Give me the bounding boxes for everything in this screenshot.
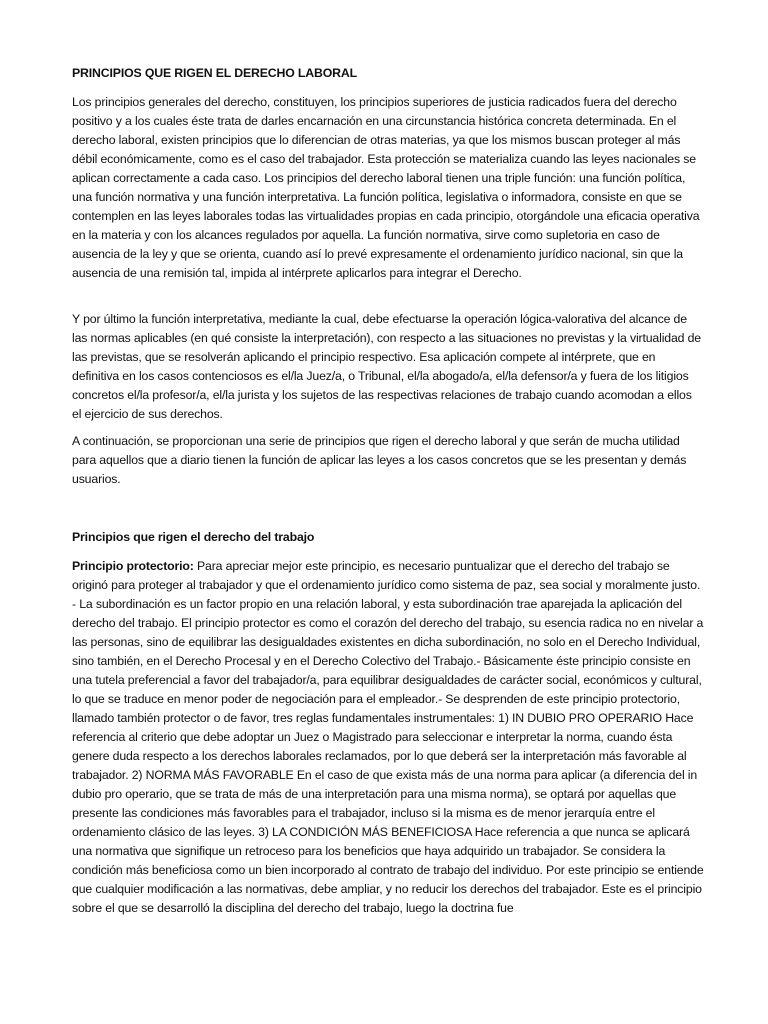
document-title: PRINCIPIOS QUE RIGEN EL DERECHO LABORAL	[72, 66, 357, 80]
principle-body: Para apreciar mejor este principio, es necesario puntualizar que el derecho del trabajo se originó para proteger al trabajador y que el ordenamiento jurídico como sistema de paz, sea social y moralmente justo. - La subordinación es un factor propio en una relación laboral, y esta subordinación trae aparejada la aplicación del derecho del trabajo. El principio protector es como el corazón del derecho del trabajo, su esencia radica no en nivelar a las personas, sino de equilibrar las desigualdades existentes en dicha subordinación, no solo en el Derecho Individual, sino también, en el Derecho Procesal y en el Derecho Colectivo del Trabajo.- Básicamente éste principio consiste en una tutela preferencial a favor del trabajador/a, para equilibrar desigualdades de carácter social, económicos y cultural, lo que se traduce en menor poder de negociación para el empleador.- Se desprenden de este principio protectorio, llamado también protector o de favor, tres reglas fundamentales instrumentales: 1) IN DUBIO PRO OPERARIO Hace referencia al criterio que debe adoptar un Juez o Magistrado para seleccionar e interpretar la norma, cuando ésta genere duda respecto a los derechos laborales reclamados, por lo que deberá ser la interpretación más favorable al trabajador. 2) NORMA MÁS FAVORABLE En el caso de que exista más de una norma para aplicar (a diferencia del in dubio pro operario, que se trata de más de una interpretación para una misma norma), se optará por aquellas que presente las condiciones más favorables para el trabajador, incluso si la misma es de menor jerarquía entre el ordenamiento clásico de las leyes. 3) LA CONDICIÓN MÁS BENEFICIOSA Hace referencia a que nunca se aplicará una normativa que signifique un retroceso para los beneficios que haya adquirido un trabajador. Se considera la condición más beneficiosa como un bien incorporado al contrato de trabajo del individuo. Por este principio se entiende que cualquier modificación a las normativas, debe ampliar, y no reducir los derechos del trabajador. Este es el principio sobre el que se desarrolló la disciplina del derecho del trabajo, luego la doctrina fue	[72, 559, 704, 915]
paragraph-introduction: A continuación, se proporcionan una serie de principios que rigen el derecho laboral y que serán de mucha utilidad para aquellos que a diario tienen la función de aplicar las leyes a los casos concretos que se les presentan y demás usuarios.	[72, 434, 687, 486]
principle-lead: Principio protectorio:	[72, 559, 194, 573]
paragraph-protective-principle	[72, 557, 704, 918]
section-title: Principios que rigen el derecho del trabajo	[72, 530, 315, 544]
paragraph-interpretive-function: Y por último la función interpretativa, mediante la cual, debe efectuarse la operación lógica-valorativa del alcance de las normas aplicables (en qué consiste la interpretación), con respecto a las situaciones no previstas y la virtualidad de las previstas, que se resolverán aplicando el principio respectivo. Esa aplicación compete al intérprete, que en definitiva en los casos contenciosos es el/la Juez/a, o Tribunal, el/la abogado/a, el/la defensor/a y fuera de los litigios concretos el/la profesor/a, el/la jurista y los sujetos de las respectivas relaciones de trabajo cuando acomodan a ellos el ejercicio de sus derechos.	[72, 312, 701, 421]
paragraph-general-principles: Los principios generales del derecho, constituyen, los principios superiores de justicia radicados fuera del derecho positivo y a los cuales éste trata de darles encarnación en una circunstancia histórica concreta determinada. En el derecho laboral, existen principios que lo diferencian de otras materias, ya que los mismos buscan proteger al más débil económicamente, como es el caso del trabajador. Esta protección se materializa cuando las leyes nacionales se aplican correctamente a cada caso. Los principios del derecho laboral tienen una triple función: una función política, una función normativa y una función interpretativa. La función política, legislativa o informadora, consiste en que se contemplen en las leyes laborales todas las virtualidades propias en cada principio, otorgándole una eficacia operativa en la materia y con los alcances regulados por aquella. La función normativa, sirve como supletoria en caso de ausencia de la ley y que se orienta, cuando así lo prevé expresamente el ordenamiento jurídico nacional, sin que la ausencia de una remisión tal, impida al intérprete aplicarlos para integrar el Derecho.	[72, 95, 700, 280]
